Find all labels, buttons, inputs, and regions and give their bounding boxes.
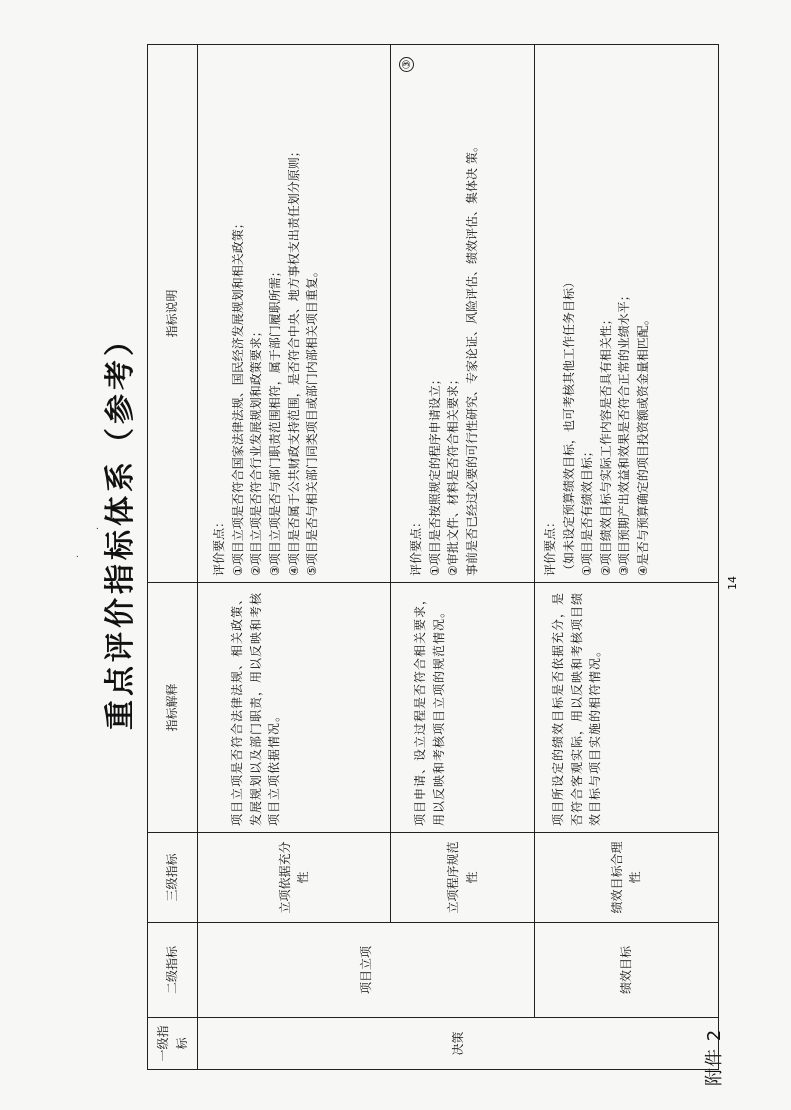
table-row (534, 45, 718, 1070)
notes-cell (534, 45, 718, 583)
note-item: （如未设定预算绩效目标，也可考核其他工作任务目标） (561, 275, 576, 576)
page-number: 14 (726, 576, 739, 590)
header-notes: 指标说明 (148, 45, 198, 583)
explanation-cell: 项目立项是否符合法律法规、相关政策、发展规划以及部门职责，用以反映和考核项目立项依据情况。 (198, 583, 391, 833)
note-item: ②项目立项是否符合行业发展规划和政策要求； (249, 325, 264, 576)
indicator-table (147, 44, 719, 1070)
level3-cell: 立项程序规范性 (391, 833, 535, 923)
document-title: 重点评价指标体系（参考） (103, 322, 138, 730)
header-level2: 二级指标 (148, 923, 198, 1018)
explanation-cell: 项目所设定的绩效目标是否依据充分，是否符合客观实际，用以反映和考核项目绩效目标与项目实施的相符情况。 (534, 583, 718, 833)
note-item: ①项目是否有绩效目标； (580, 445, 595, 576)
note-item: ②项目绩效目标与实际工作内容是否具有相关性； (598, 313, 613, 576)
header-level1: 一级指标 (148, 1018, 198, 1070)
note-item: ②审批文件、材料是否符合相关要求； (446, 373, 461, 576)
explanation-cell: 项目申请、设立过程是否符合相关要求，用以反映和考核项目立项的规范情况。 (391, 583, 535, 833)
notes-title: 评价要点： (212, 515, 227, 576)
note-item: ④项目是否属于公共财政支持范围，是否符合中央、地方事权支出责任划分原则； (286, 145, 301, 576)
header-level3: 三级指标 (148, 833, 198, 923)
notes-title: 评价要点： (542, 515, 557, 576)
note-item: ①项目立项是否符合国家法律法规、国民经济发展规划和相关政策； (230, 217, 245, 576)
note-item: ⑤项目是否与相关部门同类项目或部门内部相关项目重复。 (305, 265, 320, 576)
notes-cell (198, 45, 391, 583)
notes-cell (391, 45, 535, 583)
level3-cell: 立项依据充分性 (198, 833, 391, 923)
note-item: ④是否与预算确定的项目投资额或资金量相匹配。 (635, 313, 650, 576)
level2-cell: 绩效目标 (534, 923, 718, 1018)
header-row (148, 45, 198, 1070)
level3-cell: 绩效目标合理性 (534, 833, 718, 923)
scan-speck: . (70, 554, 81, 558)
level1-cell: 决策 (198, 1018, 719, 1070)
circled-marker: ③ (399, 57, 414, 72)
table-row (391, 45, 535, 1070)
note-item: 事前是否已经过必要的可行性研究、专家论证、风险评估、绩效评估、集体决 策。 (464, 140, 479, 576)
note-item: ③项目预期产出效益和效果是否符合正常的业绩水平； (617, 289, 632, 576)
note-item: ③项目立项是否与部门职责范围相符，属于部门履职所需； (267, 265, 282, 576)
scan-speck: . (90, 526, 101, 530)
table-row (198, 45, 391, 1070)
header-explanation: 指标解释 (148, 583, 198, 833)
attachment-label: 附件 2 (704, 1028, 725, 1086)
level2-cell: 项目立项 (198, 923, 535, 1018)
notes-title: 评价要点： (409, 515, 424, 576)
note-item: ①项目是否按照规定的程序申请设立； (427, 373, 442, 576)
